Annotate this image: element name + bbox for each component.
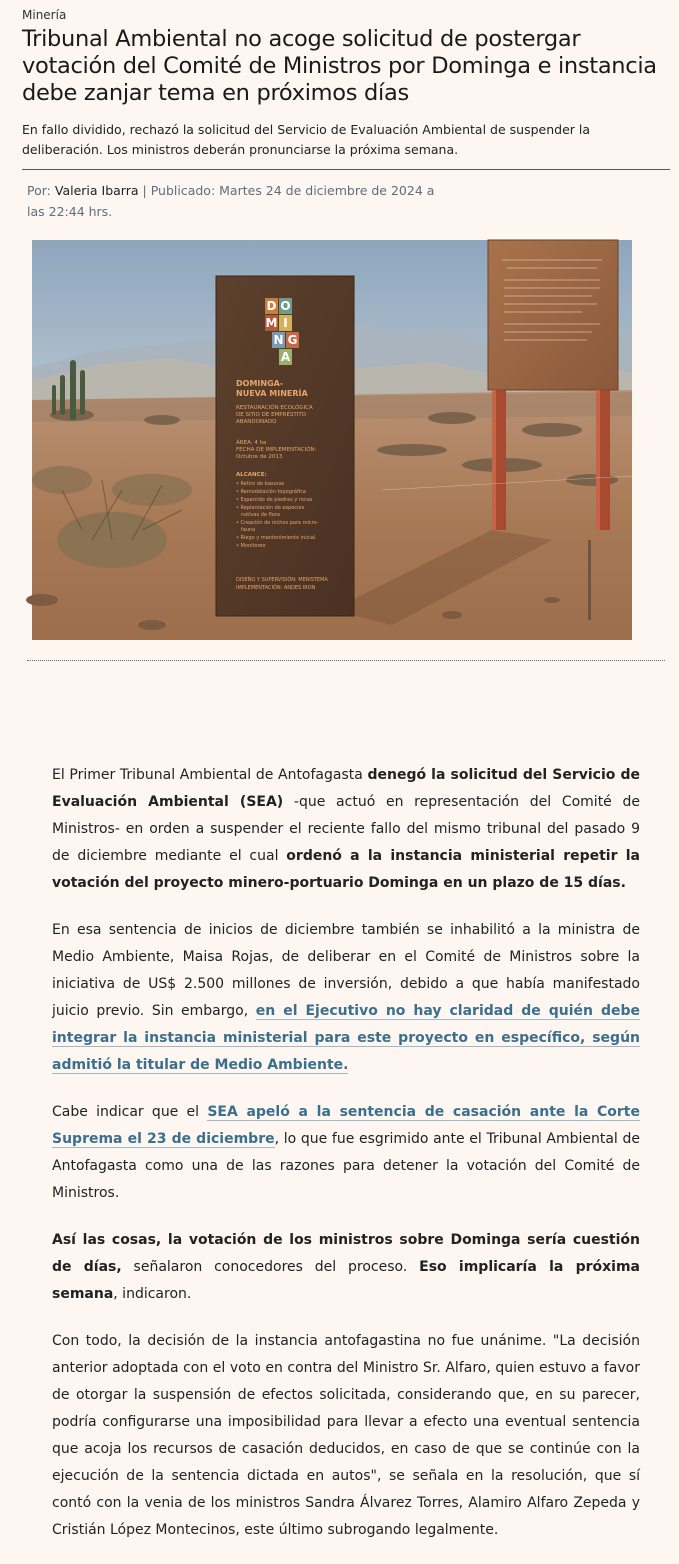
svg-text:M: M (265, 316, 278, 330)
article-link-sea-apelo[interactable]: SEA apeló a la sentencia de casación ante la Corte Suprema el 23 de diciembre (52, 1104, 640, 1147)
article-headline: Tribunal Ambiental no acoge solicitud de postergar votación del Comité de Ministros por Dominga e instancia debe zanjar tema en próximos días (22, 26, 657, 106)
article-paragraph (52, 762, 640, 897)
svg-text:• Esparcido de piedras y rocas: • Esparcido de piedras y rocas (236, 497, 313, 503)
svg-text:ALCANCE:: ALCANCE: (236, 472, 267, 478)
article-paragraph (52, 1328, 640, 1544)
svg-text:• Remodelación topográfica: • Remodelación topográfica (236, 489, 306, 495)
paragraph-text: -que actuó en representación del Comité de Ministros- en orden a suspender el reciente fallo del mismo tribunal del pasado 9 de diciembre mediante el cual (52, 794, 641, 864)
svg-text:A: A (280, 350, 291, 364)
svg-text:G: G (287, 333, 298, 347)
section-label[interactable]: Minería (22, 8, 67, 22)
paragraph-text: En esa sentencia de inicios de diciembre también se inhabilitó a la ministra de Medio Ambiente, Maisa Rojas, de deliberar en el Comité de Ministros sobre la iniciativa de US$ 2.500 millones de inversión, debido a que había manifestado juicio previo. Sin embargo, (52, 922, 640, 1019)
svg-text:ÁREA: 4 ha: ÁREA: 4 ha (236, 440, 267, 446)
svg-text:N: N (273, 333, 284, 347)
article-lead: En fallo dividido, rechazó la solicitud del Servicio de Evaluación Ambiental de suspender la deliberación. Los ministros deberán pronunciarse la próxima semana. (22, 122, 591, 157)
paragraph-bold-text: Así las cosas, la votación de los ministros sobre Dominga sería cuestión de días, (52, 1232, 640, 1275)
article-body (52, 762, 640, 1564)
byline-separator: | (142, 183, 147, 198)
paragraph-bold-text: denegó la solicitud del Servicio de Evaluación Ambiental (SEA) (52, 767, 640, 810)
svg-text:I: I (283, 316, 288, 330)
svg-text:RESTAURACIÓN ECOLÓGICA: RESTAURACIÓN ECOLÓGICA (236, 405, 313, 411)
svg-text:DISEÑO Y SUPERVISIÓN: MERISTEM: DISEÑO Y SUPERVISIÓN: MERISTEMA (236, 577, 328, 583)
article-paragraph (52, 1227, 640, 1308)
svg-text:• Creación de nichos para micr: • Creación de nichos para micro- (236, 520, 319, 526)
paragraph-text: , indicaron. (113, 1286, 192, 1302)
svg-text:• Monitoreo: • Monitoreo (236, 543, 266, 549)
svg-text:ABANDONADO: ABANDONADO (236, 419, 277, 425)
byline (27, 180, 447, 222)
svg-text:D: D (266, 299, 277, 313)
svg-text:• Replantación de especies: • Replantación de especies (236, 505, 305, 511)
svg-text:NUEVA MINERÍA: NUEVA MINERÍA (236, 389, 308, 398)
paragraph-bold-text: ordenó a la instancia ministerial repetir la votación del proyecto minero-portuario Dominga en un plazo de 15 días. (52, 848, 641, 891)
byline-date: Martes 24 de diciembre de 2024 a las 22:44 hrs. (27, 183, 435, 219)
svg-text:nativas de flora: nativas de flora (241, 512, 280, 518)
header-divider (22, 169, 670, 170)
article-paragraph (52, 1099, 640, 1207)
svg-text:DE SITIO DE EMPRÉSTITO: DE SITIO DE EMPRÉSTITO (236, 412, 307, 418)
paragraph-text: señalaron conocedores del proceso. (121, 1259, 420, 1275)
svg-text:• Riego y mantenimiento inicia: • Riego y mantenimiento inicial (236, 535, 316, 541)
svg-text:DOMINGA-: DOMINGA- (236, 379, 284, 388)
hero-photo-illustration (32, 240, 632, 640)
hero-image (32, 240, 632, 640)
svg-text:O: O (280, 299, 291, 313)
paragraph-bold-text: Eso implicaría la próxima semana (52, 1259, 640, 1302)
byline-published-label: Publicado: (150, 183, 216, 198)
paragraph-text: , lo que fue esgrimido ante el Tribunal Ambiental de Antofagasta como una de las razones para detener la votación del Comité de Ministros. (52, 1131, 640, 1201)
paragraph-text: Con todo, la decisión de la instancia antofagastina no fue unánime. "La decisión anterior adoptada con el voto en contra del Ministro Sr. Alfaro, quien estuvo a favor de otorgar la suspensión de efectos solicitada, considerando que, en su parecer, podría configurarse una imposibilidad para llevar a efecto una eventual sentencia que acoja los recursos de casación deducidos, en caso de que se continúe con la ejecución de la sentencia dictada en autos", se señala en la resolución, que sí contó con la venia de los ministros Sandra Álvarez Torres, Alamiro Alfaro Zepeda y Cristián López Montecinos, este último subrogando legalmente. (52, 1333, 640, 1538)
byline-por-label: Por: (27, 183, 51, 198)
byline-author[interactable]: Valeria Ibarra (54, 183, 139, 198)
svg-text:IMPLEMENTACIÓN: ANDES IRON: IMPLEMENTACIÓN: ANDES IRON (236, 585, 316, 591)
svg-text:• Retiro de basuras: • Retiro de basuras (236, 481, 285, 487)
svg-text:Octubre de 2013: Octubre de 2013 (236, 454, 283, 460)
article-link-ejecutivo-claridad[interactable]: en el Ejecutivo no hay claridad de quién debe integrar la instancia ministerial para este proyecto en específico, según admitió la titular de Medio Ambiente. (52, 1003, 641, 1073)
paragraph-text: El Primer Tribunal Ambiental de Antofagasta (52, 767, 368, 783)
image-divider (27, 660, 665, 661)
svg-text:FECHA DE IMPLEMENTACIÓN:: FECHA DE IMPLEMENTACIÓN: (236, 447, 317, 453)
paragraph-text: Cabe indicar que el (52, 1104, 208, 1120)
article-paragraph (52, 917, 640, 1079)
svg-text:fauna: fauna (241, 527, 256, 533)
